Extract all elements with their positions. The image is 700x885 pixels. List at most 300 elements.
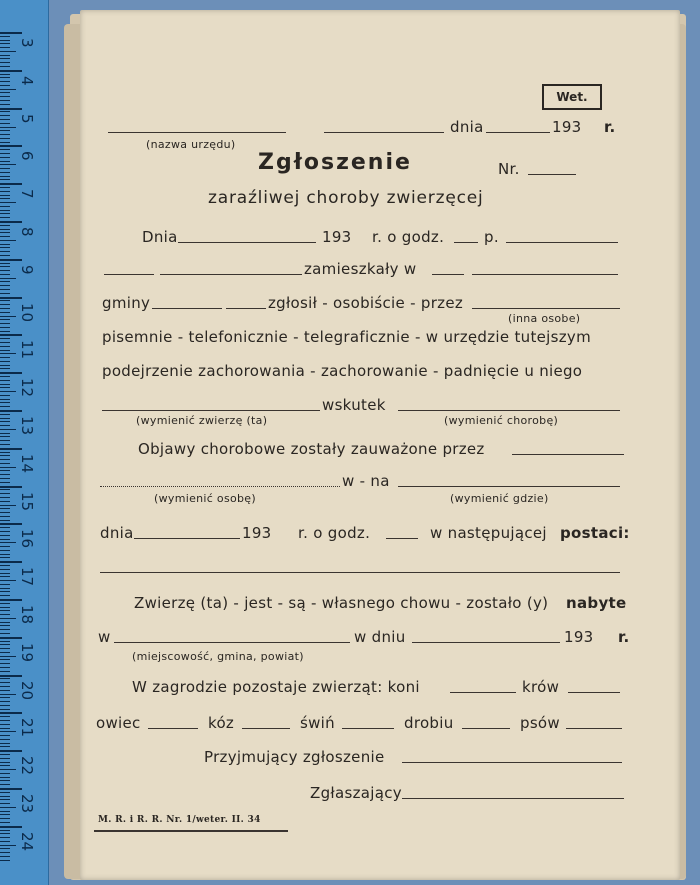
row3-caption: (inna osobe) (508, 312, 581, 325)
row14-signature-line (402, 762, 622, 763)
ruler-number: 14 (18, 453, 36, 473)
row7-line (512, 454, 624, 455)
ruler-major-tick (0, 675, 22, 677)
row10-text: Zwierzę (ta) - jest - są - własnego chowu - zostało (y) (134, 594, 549, 612)
ruler-minor-tick (0, 115, 10, 116)
ruler-minor-tick (0, 659, 10, 660)
ruler-number: 19 (18, 642, 36, 662)
row3-line-b (226, 308, 266, 309)
ruler-minor-tick (0, 758, 10, 759)
ruler-minor-tick (0, 368, 10, 369)
row12-krow: krów (522, 678, 560, 696)
row9-date-line (134, 538, 240, 539)
ruler-minor-tick (0, 527, 10, 528)
ruler-minor-tick (0, 497, 10, 498)
ruler-minor-tick (0, 281, 10, 282)
ruler-minor-tick (0, 807, 16, 808)
ruler-minor-tick (0, 554, 10, 555)
place-line (324, 132, 444, 133)
ruler-minor-tick (0, 467, 16, 468)
ruler-minor-tick (0, 641, 10, 642)
ruler-minor-tick (0, 429, 16, 430)
ruler-minor-tick (0, 678, 10, 679)
ruler-minor-tick (0, 663, 10, 664)
row8-cap-right: (wymienić gdzie) (450, 492, 549, 505)
ruler-major-tick (0, 32, 22, 34)
wet-stamp: Wet. (542, 84, 602, 110)
measuring-ruler (0, 0, 49, 885)
ruler-minor-tick (0, 765, 10, 766)
ruler-minor-tick (0, 474, 10, 475)
ruler-minor-tick (0, 195, 10, 196)
ruler-minor-tick (0, 244, 10, 245)
ruler-minor-tick (0, 176, 10, 177)
row6-wskutek: wskutek (322, 396, 386, 414)
form-title: Zgłoszenie (258, 150, 412, 175)
ruler-minor-tick (0, 531, 10, 532)
ruler-minor-tick (0, 66, 10, 67)
ruler-minor-tick (0, 848, 10, 849)
row13-koz-line (242, 728, 290, 729)
row1-godz: r. o godz. (372, 228, 445, 246)
ruler-minor-tick (0, 588, 10, 589)
row1-year: 193 (322, 228, 352, 246)
row12-koni-line (450, 692, 516, 693)
ruler-minor-tick (0, 319, 10, 320)
ruler-minor-tick (0, 610, 10, 611)
ruler-minor-tick (0, 709, 10, 710)
ruler-minor-tick (0, 168, 10, 169)
row9-postaci: postaci: (560, 524, 630, 542)
ruler-major-tick (0, 826, 22, 828)
ruler-minor-tick (0, 43, 10, 44)
header-date-line (486, 132, 550, 133)
row15-signature-line (402, 798, 624, 799)
ruler-minor-tick (0, 225, 10, 226)
ruler-minor-tick (0, 138, 10, 139)
ruler-minor-tick (0, 96, 10, 97)
ruler-minor-tick (0, 482, 10, 483)
ruler-minor-tick (0, 263, 10, 264)
ruler-minor-tick (0, 293, 10, 294)
row3-line-c (472, 308, 620, 309)
ruler-minor-tick (0, 285, 10, 286)
ruler-number: 16 (18, 529, 36, 549)
row11-place-line (114, 642, 350, 643)
ruler-number: 18 (18, 605, 36, 625)
ruler-number: 17 (18, 567, 36, 587)
ruler-number: 11 (18, 340, 36, 360)
row9-hour-line (386, 538, 418, 539)
ruler-minor-tick (0, 130, 10, 131)
ruler-minor-tick (0, 573, 10, 574)
row8-line-b (398, 486, 620, 487)
ruler-minor-tick (0, 357, 10, 358)
number-label: Nr. (498, 160, 520, 178)
ruler-minor-tick (0, 856, 10, 857)
ruler-number: 22 (18, 756, 36, 776)
ruler-minor-tick (0, 754, 10, 755)
ruler-minor-tick (0, 701, 10, 702)
ruler-minor-tick (0, 40, 10, 41)
number-line (528, 174, 576, 175)
ruler-minor-tick (0, 614, 10, 615)
ruler-minor-tick (0, 164, 16, 165)
ruler-minor-tick (0, 622, 10, 623)
ruler-minor-tick (0, 391, 16, 392)
ruler-minor-tick (0, 652, 10, 653)
ruler-minor-tick (0, 845, 16, 846)
ruler-minor-tick (0, 338, 10, 339)
row11-r: r. (618, 628, 630, 646)
ruler-minor-tick (0, 463, 10, 464)
ruler-minor-tick (0, 179, 10, 180)
ruler-minor-tick (0, 240, 16, 241)
ruler-minor-tick (0, 266, 10, 267)
ruler-minor-tick (0, 822, 10, 823)
row9-godz: r. o godz. (298, 524, 371, 542)
row9b-line (100, 572, 620, 573)
ruler-number: 7 (18, 189, 36, 199)
row6-cap-right: (wymienić chorobę) (444, 414, 559, 427)
ruler-minor-tick (0, 837, 10, 838)
ruler-minor-tick (0, 818, 10, 819)
row3-zglosil: zgłosił - osobiście - przez (268, 294, 464, 312)
ruler-minor-tick (0, 557, 10, 558)
ruler-minor-tick (0, 232, 10, 233)
row8-line-a (100, 486, 340, 487)
ruler-minor-tick (0, 455, 10, 456)
row12-text: W zagrodzie pozostaje zwierząt: koni (132, 678, 420, 696)
ruler-minor-tick (0, 380, 10, 381)
ruler-minor-tick (0, 796, 10, 797)
ruler-minor-tick (0, 62, 10, 63)
ruler-minor-tick (0, 814, 10, 815)
ruler-number: 6 (18, 151, 36, 161)
ruler-minor-tick (0, 85, 10, 86)
ruler-minor-tick (0, 501, 10, 502)
row13-psow-line (566, 728, 622, 729)
ruler-number: 24 (18, 831, 36, 851)
row11-w: w (98, 628, 111, 646)
ruler-minor-tick (0, 769, 16, 770)
ruler-minor-tick (0, 47, 10, 48)
row14-text: Przyjmujący zgłoszenie (204, 748, 385, 766)
ruler-minor-tick (0, 618, 16, 619)
ruler-minor-tick (0, 440, 10, 441)
ruler-minor-tick (0, 406, 10, 407)
ruler-minor-tick (0, 780, 10, 781)
ruler-major-tick (0, 108, 22, 110)
ruler-minor-tick (0, 270, 10, 271)
ruler-minor-tick (0, 51, 16, 52)
ruler-minor-tick (0, 157, 10, 158)
ruler-minor-tick (0, 384, 10, 385)
ruler-minor-tick (0, 376, 10, 377)
row10-nabyte: nabyte (566, 594, 627, 612)
ruler-minor-tick (0, 289, 10, 290)
ruler-major-tick (0, 599, 22, 601)
row13-owiec: owiec (96, 714, 141, 732)
ruler-minor-tick (0, 656, 16, 657)
ruler-minor-tick (0, 395, 10, 396)
row6-line-a (102, 410, 320, 411)
ruler-minor-tick (0, 667, 10, 668)
ruler-minor-tick (0, 743, 10, 744)
ruler-minor-tick (0, 833, 10, 834)
ruler-minor-tick (0, 686, 10, 687)
ruler-minor-tick (0, 505, 16, 506)
row2-zam: zamieszkały w (304, 260, 417, 278)
ruler-minor-tick (0, 724, 10, 725)
ruler-major-tick (0, 259, 22, 261)
row13-owiec-line (148, 728, 198, 729)
ruler-minor-tick (0, 316, 16, 317)
ruler-major-tick (0, 297, 22, 299)
row11-date-line (412, 642, 560, 643)
ruler-minor-tick (0, 644, 10, 645)
ruler-minor-tick (0, 202, 16, 203)
ruler-major-tick (0, 523, 22, 525)
ruler-minor-tick (0, 402, 10, 403)
ruler-minor-tick (0, 773, 10, 774)
ruler-minor-tick (0, 127, 16, 128)
row2-line-b (160, 274, 302, 275)
ruler-major-tick (0, 750, 22, 752)
ruler-minor-tick (0, 198, 10, 199)
ruler-minor-tick (0, 89, 16, 90)
row9-year: 193 (242, 524, 272, 542)
ruler-minor-tick (0, 607, 10, 608)
ruler-minor-tick (0, 191, 10, 192)
row8-cap-left: (wymienić osobę) (154, 492, 256, 505)
ruler-minor-tick (0, 444, 10, 445)
ruler-minor-tick (0, 425, 10, 426)
ruler-minor-tick (0, 452, 10, 453)
header-year: 193 (552, 118, 582, 136)
ruler-minor-tick (0, 300, 10, 301)
ruler-minor-tick (0, 546, 10, 547)
ruler-minor-tick (0, 539, 10, 540)
ruler-minor-tick (0, 274, 10, 275)
ruler-number: 8 (18, 227, 36, 237)
ruler-minor-tick (0, 720, 10, 721)
ruler-minor-tick (0, 470, 10, 471)
row5-text: podejrzenie zachorowania - zachorowanie - padnięcie u niego (102, 362, 583, 380)
ruler-minor-tick (0, 308, 10, 309)
office-name-line (108, 132, 286, 133)
ruler-major-tick (0, 145, 22, 147)
ruler-minor-tick (0, 92, 10, 93)
ruler-minor-tick (0, 569, 10, 570)
ruler-number: 4 (18, 75, 36, 86)
ruler-minor-tick (0, 576, 10, 577)
ruler-minor-tick (0, 58, 10, 59)
ruler-minor-tick (0, 206, 10, 207)
row13-koz: kóz (208, 714, 235, 732)
ruler-minor-tick (0, 799, 10, 800)
ruler-major-tick (0, 334, 22, 336)
ruler-minor-tick (0, 648, 10, 649)
ruler-minor-tick (0, 213, 10, 214)
form-paper (80, 10, 680, 880)
ruler-major-tick (0, 448, 22, 450)
ruler-minor-tick (0, 187, 10, 188)
ruler-minor-tick (0, 784, 10, 785)
ruler-major-tick (0, 637, 22, 639)
ruler-minor-tick (0, 247, 10, 248)
row3-line-a (152, 308, 222, 309)
row6-line-b (398, 410, 620, 411)
ruler-minor-tick (0, 172, 10, 173)
ruler-minor-tick (0, 111, 10, 112)
ruler-number: 5 (18, 113, 36, 124)
ruler-minor-tick (0, 149, 10, 150)
ruler-major-tick (0, 183, 22, 185)
ruler-minor-tick (0, 746, 10, 747)
ruler-minor-tick (0, 731, 16, 732)
ruler-number: 3 (18, 38, 36, 48)
ruler-minor-tick (0, 489, 10, 490)
ruler-minor-tick (0, 387, 10, 388)
ruler-minor-tick (0, 312, 10, 313)
ruler-minor-tick (0, 705, 10, 706)
row11-wdniu: w dniu (354, 628, 406, 646)
row13-swin: świń (300, 714, 335, 732)
row7-text: Objawy chorobowe zostały zauważone przez (138, 440, 485, 458)
ruler-minor-tick (0, 361, 10, 362)
ruler-number: 10 (18, 302, 36, 322)
ruler-minor-tick (0, 682, 10, 683)
ruler-minor-tick (0, 251, 10, 252)
ruler-minor-tick (0, 278, 16, 279)
ruler-minor-tick (0, 633, 10, 634)
ruler-number: 13 (18, 416, 36, 436)
ruler-number: 20 (18, 680, 36, 700)
footer-rule (94, 830, 288, 832)
ruler-minor-tick (0, 694, 16, 695)
ruler-minor-tick (0, 565, 10, 566)
ruler-major-tick (0, 372, 22, 374)
row2-line-a (104, 274, 154, 275)
ruler-minor-tick (0, 595, 10, 596)
ruler-minor-tick (0, 77, 10, 78)
ruler-minor-tick (0, 716, 10, 717)
ruler-minor-tick (0, 123, 10, 124)
ruler-minor-tick (0, 353, 16, 354)
ruler-minor-tick (0, 629, 10, 630)
ruler-minor-tick (0, 459, 10, 460)
ruler-minor-tick (0, 433, 10, 434)
ruler-minor-tick (0, 436, 10, 437)
row1-dnia: Dnia (142, 228, 178, 246)
row13-drobiu-line (462, 728, 510, 729)
ruler-minor-tick (0, 217, 10, 218)
ruler-minor-tick (0, 342, 10, 343)
ruler-minor-tick (0, 323, 10, 324)
ruler-minor-tick (0, 860, 10, 861)
ruler-number: 21 (18, 718, 36, 738)
ruler-minor-tick (0, 418, 10, 419)
ruler-minor-tick (0, 255, 10, 256)
row3-gminy: gminy (102, 294, 151, 312)
ruler-minor-tick (0, 304, 10, 305)
row2-line-c (432, 274, 464, 275)
row11-caption: (miejscowość, gmina, powiat) (132, 650, 304, 663)
row4-text: pisemnie - telefonicznie - telegraficznie - w urzędzie tutejszym (102, 328, 592, 346)
form-footer: M. R. i R. R. Nr. 1/weter. II. 34 (98, 815, 261, 825)
ruler-minor-tick (0, 591, 10, 592)
row11-year: 193 (564, 628, 594, 646)
ruler-minor-tick (0, 542, 16, 543)
ruler-minor-tick (0, 520, 10, 521)
ruler-minor-tick (0, 142, 10, 143)
header-dnia: dnia (450, 118, 484, 136)
ruler-minor-tick (0, 55, 10, 56)
row1-hour-line (454, 242, 478, 243)
ruler-minor-tick (0, 803, 10, 804)
ruler-minor-tick (0, 535, 10, 536)
row1-date-line (178, 242, 316, 243)
ruler-minor-tick (0, 210, 10, 211)
ruler-minor-tick (0, 580, 16, 581)
row13-swin-line (342, 728, 394, 729)
ruler-minor-tick (0, 512, 10, 513)
ruler-major-tick (0, 70, 22, 72)
ruler-major-tick (0, 561, 22, 563)
ruler-minor-tick (0, 414, 10, 415)
ruler-minor-tick (0, 777, 10, 778)
ruler-minor-tick (0, 584, 10, 585)
row1-p: p. (484, 228, 499, 246)
ruler-minor-tick (0, 792, 10, 793)
ruler-minor-tick (0, 508, 10, 509)
ruler-major-tick (0, 712, 22, 714)
ruler-number: 23 (18, 794, 36, 814)
ruler-minor-tick (0, 830, 10, 831)
ruler-minor-tick (0, 346, 10, 347)
ruler-minor-tick (0, 331, 10, 332)
row2-line-d (472, 274, 618, 275)
ruler-minor-tick (0, 735, 10, 736)
row13-psow: psów (520, 714, 560, 732)
row12-krow-line (568, 692, 620, 693)
ruler-minor-tick (0, 350, 10, 351)
ruler-minor-tick (0, 671, 10, 672)
ruler-minor-tick (0, 852, 10, 853)
ruler-minor-tick (0, 399, 10, 400)
office-caption: (nazwa urzędu) (146, 138, 236, 151)
ruler-minor-tick (0, 690, 10, 691)
ruler-minor-tick (0, 327, 10, 328)
ruler-minor-tick (0, 236, 10, 237)
ruler-minor-tick (0, 134, 10, 135)
row1-name-line (506, 242, 618, 243)
ruler-minor-tick (0, 762, 10, 763)
ruler-major-tick (0, 410, 22, 412)
ruler-minor-tick (0, 811, 10, 812)
ruler-minor-tick (0, 104, 10, 105)
ruler-major-tick (0, 788, 22, 790)
ruler-minor-tick (0, 625, 10, 626)
ruler-minor-tick (0, 478, 10, 479)
ruler-minor-tick (0, 81, 10, 82)
ruler-minor-tick (0, 603, 10, 604)
row15-text: Zgłaszający (310, 784, 402, 802)
ruler-minor-tick (0, 100, 10, 101)
ruler-minor-tick (0, 119, 10, 120)
row6-cap-left: (wymienić zwierzę (ta) (136, 414, 268, 427)
